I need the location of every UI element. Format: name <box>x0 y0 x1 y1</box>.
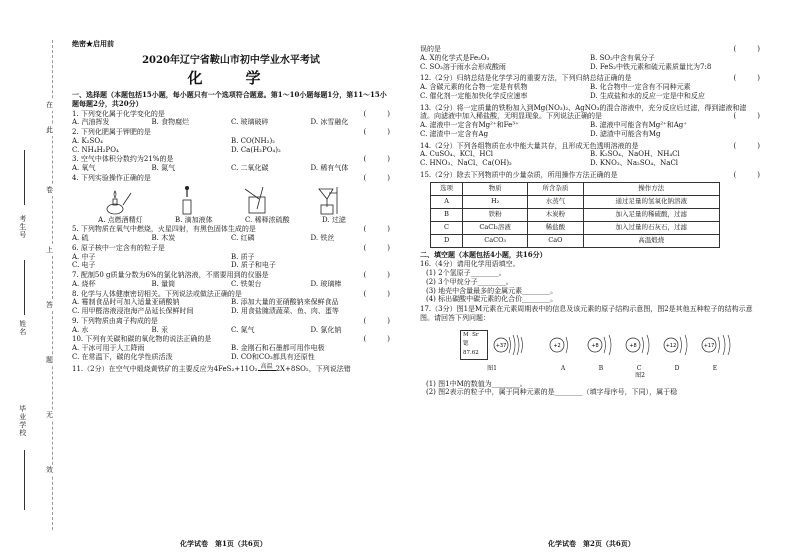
option: B. 化合物中一定含有不同种元素 <box>590 83 691 91</box>
table-header: 所含杂质 <box>528 182 583 195</box>
question-16 <box>420 260 760 304</box>
option: B. SO₂中含有氧分子 <box>590 53 655 62</box>
answer-paren: ( ) <box>733 45 760 53</box>
lab-operation-pictures <box>82 185 362 215</box>
table-row <box>431 195 720 208</box>
answer-paren: ( ) <box>363 289 390 298</box>
option: D. 稀有气体 <box>310 164 349 172</box>
table-cell: A <box>431 195 463 208</box>
figure-label: 图1 <box>487 364 497 372</box>
option: B. 木炭 <box>151 234 176 242</box>
atom-structure-diagram <box>460 325 760 365</box>
option: C. 电子 <box>72 261 96 270</box>
option: B. 汞 <box>151 325 169 334</box>
school-line <box>24 450 25 510</box>
option: D. 氯化钠 <box>310 325 342 334</box>
table-cell: 高温煅烧 <box>583 234 719 247</box>
particle-b-icon <box>586 330 620 360</box>
option: C. 氮气 <box>231 325 255 334</box>
footer-page-1: 化学试卷 第1页（共6页） <box>180 539 267 548</box>
nucleus-charge: +37 <box>495 342 507 349</box>
option: B. 量筒 <box>151 279 176 288</box>
table-header: 物质 <box>463 182 528 195</box>
option: C. 玻璃破碎 <box>231 118 269 127</box>
examinee-number-line <box>24 150 25 205</box>
element-symbol: Sr <box>472 331 479 338</box>
particle-e-icon <box>700 330 734 360</box>
question-10 <box>72 335 390 361</box>
impurity-table <box>430 182 720 248</box>
question-11-continued <box>420 45 760 71</box>
cut-char: 题 <box>46 356 53 364</box>
dilution-beaker-icon <box>237 185 277 215</box>
nucleus-charge: +8 <box>629 342 637 349</box>
question-14 <box>420 142 760 168</box>
particle-c-icon <box>624 330 658 360</box>
option: A. 滤液中一定含有Mg²⁺和Fe³⁺ <box>420 121 519 129</box>
filtration-icon <box>307 185 347 215</box>
reaction-condition: 高温 <box>258 363 276 372</box>
table-header: 选项 <box>431 182 463 195</box>
question-stem: 10. 下列有关碳和碳的氧化物的说法正确的是 <box>72 335 212 344</box>
table-header-row <box>431 182 720 195</box>
particle-letter: E <box>712 364 718 372</box>
cut-char: 上 <box>46 246 53 254</box>
page-2 <box>420 44 760 397</box>
nucleus-charge: +12 <box>665 342 677 349</box>
answer-paren: ( ) <box>363 225 390 234</box>
particle-letter: D <box>674 364 680 372</box>
table-cell: CaO <box>528 234 583 247</box>
option: D. Ca(H₂PO₄)₂ <box>231 145 281 154</box>
nucleus-charge: +17 <box>703 342 715 349</box>
option: B. 质子 <box>231 252 255 261</box>
nucleus-charge: +2 <box>553 342 561 349</box>
option: B. 金刚石和石墨都可用作电极 <box>231 344 325 352</box>
question-stem: 16.（4分）请用化学用语填空。 <box>420 260 520 269</box>
particle-d-icon <box>662 330 696 360</box>
table-cell: D <box>431 234 463 247</box>
atom-diagram-icon <box>492 330 526 360</box>
question-4 <box>72 174 390 225</box>
question-stem: 14.（2分）下列各组物质在水中能大量共存，且形成无色透明溶液的是 <box>420 141 639 150</box>
option: C. 铁架台 <box>231 279 262 288</box>
option: A. 干冰可用于人工降雨 <box>72 344 145 352</box>
table-cell: 加入过量的石灰石，过滤 <box>583 221 719 234</box>
answer-paren: ( ) <box>363 109 390 118</box>
particle-letter: A <box>560 364 566 372</box>
option: A. 点燃酒精灯 <box>98 215 143 224</box>
question-13 <box>420 104 760 139</box>
answer-paren: ( ) <box>363 335 390 344</box>
question-6 <box>72 244 390 270</box>
question-stem: 4. 下列实验操作正确的是 <box>72 173 151 182</box>
element-name: 锶 <box>463 340 469 347</box>
question-3 <box>72 155 390 173</box>
option: A. 汽油挥发 <box>72 118 110 127</box>
question-stem: 9. 下列物质由离子构成的是 <box>72 316 158 325</box>
cut-char: 无 <box>46 411 53 419</box>
option: D. 质子和电子 <box>231 261 276 270</box>
question-17 <box>420 305 760 397</box>
option: D. 玻璃棒 <box>310 279 342 288</box>
question-stem: 1. 下列变化属于化学变化的是 <box>72 109 165 118</box>
table-cell: 木炭粉 <box>528 208 583 221</box>
question-2 <box>72 128 390 154</box>
option: D. 生成盐和水的反应一定是中和反应 <box>590 91 705 100</box>
answer-paren: ( ) <box>733 74 760 83</box>
option: A. X的化学式是Fe₂O₃ <box>420 53 490 62</box>
table-cell: 铁粉 <box>463 208 528 221</box>
element-mass: 87.62 <box>463 349 479 356</box>
option: B. CO(NH₂)₂ <box>231 136 275 145</box>
option: C. 催化剂一定能加快化学反应速率 <box>420 91 528 100</box>
answer-paren: ( ) <box>363 271 390 279</box>
secret-mark: 绝密★启用前 <box>72 39 114 48</box>
question-stem: 17.（3分）图1是M元素在元素周期表中的信息及该元素的原子结构示意图，图2是其他五种粒子的结构示意图。请回答下列问题： <box>420 305 753 322</box>
name-label: 姓名 <box>18 320 27 336</box>
answer-paren: ( ) <box>363 243 390 252</box>
option: A. 烧杯 <box>72 279 96 288</box>
cut-char: 在 <box>46 101 53 109</box>
examinee-number-label: 考生号 <box>18 215 27 239</box>
question-stem: 13.（2分）将一定质量的铁粉加入到Mg(NO₃)₂、AgNO₃的混合溶液中，充分反应后过滤，得到滤液和滤渣。向滤液中加入稀盐酸，无明显现象。下列说法正确的是 <box>420 103 747 121</box>
option: C. 稀释浓硫酸 <box>245 215 290 224</box>
cut-char: 卷 <box>46 186 53 194</box>
table-cell: CaCl₂溶液 <box>463 221 528 234</box>
table-row <box>431 221 720 234</box>
binding-margin <box>0 0 62 560</box>
figure-label: 图2 <box>635 372 645 379</box>
option: A. 水 <box>72 325 89 334</box>
option: D. 用食盐腌渍蔬菜、鱼、肉、蛋等 <box>231 307 339 315</box>
question-stem: 11.（2分）在空气中煅烧黄铁矿的主要反应为4FeS₂+11O₂ <box>72 364 258 373</box>
option: A. CuSO₄、KCl、HCl <box>420 150 494 159</box>
table-cell: H₂ <box>463 195 528 208</box>
element-number: M <box>463 331 469 338</box>
question-stem: 15.（2分）除去下列物质中的少量杂质，所用操作方法正确的是 <box>420 170 618 179</box>
table-header: 操作方法 <box>583 182 719 195</box>
name-line <box>24 260 25 315</box>
answer-paren: ( ) <box>733 141 760 150</box>
option: A. 霉制食品时可加入适量亚硝酸钠 <box>72 298 180 307</box>
answer-paren: ( ) <box>733 170 760 179</box>
dropper-icon <box>167 185 207 215</box>
option: C. 滤渣中一定含有Ag <box>420 129 489 138</box>
periodic-element-box <box>460 330 488 360</box>
question-9 <box>72 317 390 335</box>
option: B. 滴加液体 <box>175 215 213 224</box>
option: B. 食物腐烂 <box>151 118 190 127</box>
option: D. 过滤 <box>321 215 346 224</box>
page-1 <box>72 40 390 374</box>
option: A. K₂SO₄ <box>72 136 103 145</box>
question-stem: 6. 原子核中一定含有的粒子是 <box>72 243 165 252</box>
particle-a-icon <box>548 330 582 360</box>
sub-question: (3) 地壳中含量最多的金属元素________。 <box>426 286 558 295</box>
answer-paren: ( ) <box>363 316 390 325</box>
option: C. 在常温下，碳的化学性质活泼 <box>72 352 173 361</box>
table-cell: C <box>431 221 463 234</box>
sub-question: (2) 3个甲烷分子________。 <box>426 277 513 286</box>
sub-question: (2) 图2表示的粒子中，属于同种元素的是________（填字母序号，下同），属于稳 <box>426 388 678 397</box>
option: C. NH₄H₂PO₄ <box>72 145 119 154</box>
answer-paren: ( ) <box>733 112 760 121</box>
option: D. KNO₃、Na₂SO₄、NaCl <box>590 159 679 167</box>
table-cell: B <box>431 208 463 221</box>
question-stem: 8. 化学与人体健康密切相关。下列说法或做法正确的是 <box>72 289 242 298</box>
option: C. 二氧化碳 <box>231 164 269 172</box>
option: D. CO和CO₂都具有还原性 <box>231 352 315 361</box>
table-cell: CaCO₃ <box>463 234 528 247</box>
diagram-labels <box>460 365 760 373</box>
option: C. SO₂溶于雨水会形成酸雨 <box>420 62 506 71</box>
question-15 <box>420 171 760 248</box>
section-2-heading: 二、填空题（本题包括4小题，共16分） <box>420 249 547 259</box>
question-stem: 5. 下列物质在氧气中燃烧，火星四射，有黑色固体生成的是 <box>72 225 256 234</box>
sub-question: (1) 2个氢原子________。 <box>426 269 506 277</box>
question-stem: 2. 下列化肥属于钾肥的是 <box>72 128 151 136</box>
option: A. 氧气 <box>72 164 96 172</box>
table-row <box>431 234 720 247</box>
question-stem: 12.（2分）归纳总结是化学学习的重要方法，下列归纳总结正确的是 <box>420 74 632 83</box>
question-stem: 误的是 <box>420 45 441 53</box>
option: D. 铁丝 <box>310 234 335 242</box>
question-7 <box>72 271 390 289</box>
question-5 <box>72 225 390 243</box>
particle-letter: B <box>598 364 604 372</box>
cut-char: 此 <box>46 126 53 134</box>
option: B. 滤液中可能含有Mg²⁺和Ag⁺ <box>590 121 687 129</box>
answer-paren: ( ) <box>363 173 390 182</box>
answer-paren: ( ) <box>363 155 390 164</box>
cut-char: 答 <box>46 301 53 309</box>
question-11 <box>72 362 390 375</box>
footer-page-2: 化学试卷 第2页（共6页） <box>548 539 635 548</box>
table-row <box>431 208 720 221</box>
sub-question: (1) 图1中M的数值为________。 <box>426 379 527 388</box>
option: D. 冰雪融化 <box>310 118 349 127</box>
question-8 <box>72 290 390 316</box>
nucleus-charge: +8 <box>591 342 599 349</box>
option: C. 用甲醛溶液浸泡海产品延长保鲜时间 <box>72 307 194 315</box>
alcohol-lamp-icon <box>97 185 137 215</box>
section-1-heading: 一、选择题（本题包括15小题，每小题只有一个选项符合题意。第1～10小题每题1分，第11～15小题每题2分，共20分） <box>72 90 387 108</box>
question-stem-tail: 2X+8SO₂，下列说法错 <box>275 364 351 373</box>
table-cell: 加入足量的稀硫酸，过滤 <box>583 208 719 221</box>
option: D. 滤渣中可能含有Mg <box>590 129 661 138</box>
option: A. 中子 <box>72 252 96 261</box>
option: A. 含碳元素的化合物一定是有机物 <box>420 83 528 91</box>
school-label: 毕业学校 <box>18 405 27 437</box>
question-stem: 7. 配制50 g质量分数为6%的氯化钠溶液，不需要用到的仪器是 <box>72 271 269 279</box>
table-cell: 稀盐酸 <box>528 221 583 234</box>
option: B. 添加大量的亚硝酸钠来保鲜食品 <box>231 298 339 307</box>
table-cell: 水蒸气 <box>528 195 583 208</box>
question-12 <box>420 74 760 100</box>
exam-title: 2020年辽宁省鞍山市初中学业水平考试 <box>142 54 320 66</box>
sub-question: (4) 标出碳酸中碳元素的化合价________。 <box>426 295 558 304</box>
cut-char: 效 <box>46 466 53 474</box>
option: C. HNO₃、NaCl、Ca(OH)₂ <box>420 159 512 167</box>
question-stem: 3. 空气中体积分数约为21%的是 <box>72 155 174 164</box>
option: D. FeS₂中铁元素和硫元素质量比为7:8 <box>590 62 712 71</box>
cut-line <box>52 40 53 530</box>
option: B. 氮气 <box>151 164 176 172</box>
particle-letter: C <box>636 364 642 372</box>
question-1 <box>72 110 390 128</box>
answer-paren: ( ) <box>363 128 390 136</box>
option: C. 红磷 <box>231 234 255 242</box>
option: A. 硫 <box>72 234 89 242</box>
table-cell: 通过足量的氢氧化钠溶液 <box>583 195 719 208</box>
subject-title: 化 学 <box>187 69 275 88</box>
option: B. K₂SO₄、NaOH、NH₄Cl <box>590 150 680 159</box>
